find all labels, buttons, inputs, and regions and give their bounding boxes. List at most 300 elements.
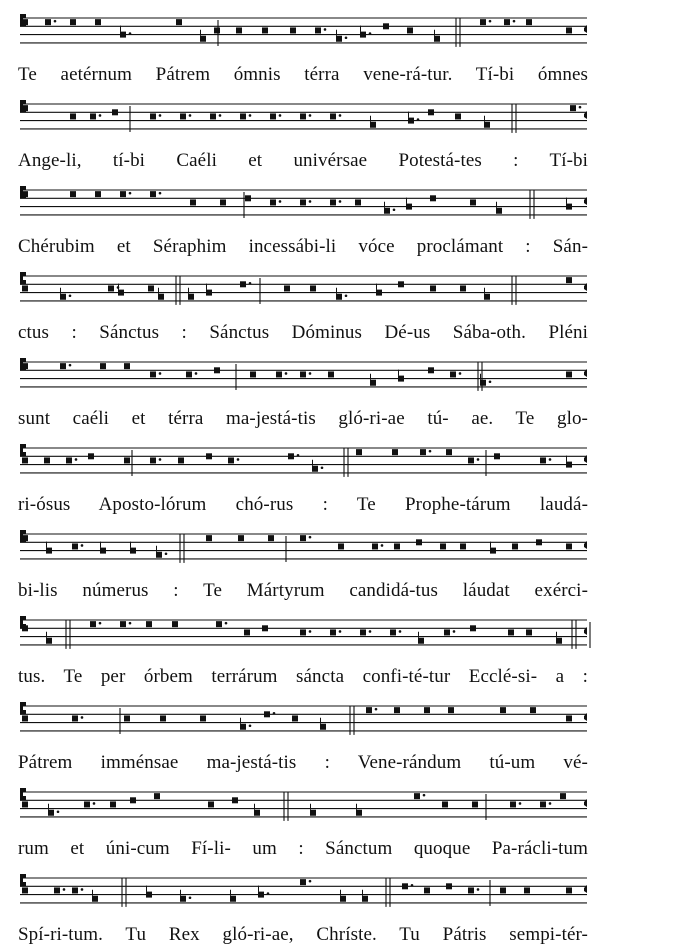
neume-note	[480, 19, 486, 25]
lyric-line: rum et úni-cum Fí-li- um : Sánctum quoque Pa-rácli-tum	[18, 838, 588, 859]
neume-note	[72, 543, 78, 549]
neume-note	[230, 896, 236, 902]
neume-note	[402, 883, 408, 889]
lyric-line: Spí-ri-tum. Tu Rex gló-ri-ae, Chríste. Tu Pátris sempi-tér-	[18, 924, 588, 945]
neume-note	[300, 535, 306, 541]
chant-system	[0, 522, 674, 608]
neume-note	[100, 363, 106, 369]
punctum-dot	[189, 114, 192, 117]
neume-note	[180, 896, 186, 902]
neume-note	[240, 113, 246, 119]
neume-note	[22, 457, 28, 463]
punctum-dot	[99, 622, 102, 625]
neume-note	[54, 887, 60, 893]
neume-note	[338, 543, 344, 549]
neume-note	[330, 113, 336, 119]
punctum-dot	[579, 106, 582, 109]
neume-note	[384, 208, 390, 214]
punctum-dot	[129, 622, 132, 625]
neume-note	[146, 892, 152, 898]
chant-staff	[0, 866, 674, 916]
neume-note	[376, 290, 382, 296]
punctum-dot	[393, 208, 396, 211]
neume-note	[228, 457, 234, 463]
neume-note	[366, 707, 372, 713]
chant-system	[0, 694, 674, 780]
neume-note	[300, 879, 306, 885]
neume-note	[360, 629, 366, 635]
lyric-line: ri-ósus Aposto-lórum chó-rus : Te Prophe-tárum laudá-	[18, 494, 588, 515]
neume-note	[470, 625, 476, 631]
neume-note	[130, 797, 136, 803]
lyric-line: bi-lis númerus : Te Mártyrum candidá-tus láudat exérci-	[18, 580, 588, 601]
chant-system	[0, 6, 674, 92]
punctum-dot	[81, 716, 84, 719]
neume-note	[424, 887, 430, 893]
neume-note	[154, 793, 160, 799]
punctum-dot	[189, 896, 192, 899]
punctum-dot	[339, 630, 342, 633]
neume-note	[536, 539, 542, 545]
neume-note	[407, 27, 413, 33]
neume-note	[232, 797, 238, 803]
neume-note	[408, 118, 414, 124]
punctum-dot	[159, 458, 162, 461]
neume-note	[480, 380, 486, 386]
neume-note	[472, 801, 478, 807]
neume-note	[556, 638, 562, 644]
neume-note	[108, 285, 114, 291]
neume-note	[220, 199, 226, 205]
neume-note	[484, 122, 490, 128]
clef-icon	[20, 272, 26, 284]
neume-note	[370, 122, 376, 128]
chant-system	[0, 350, 674, 436]
clef-icon	[20, 702, 26, 714]
punctum-dot	[381, 544, 384, 547]
punctum-dot	[195, 372, 198, 375]
punctum-dot	[321, 466, 324, 469]
neume-note	[566, 27, 572, 33]
neume-note	[434, 36, 440, 42]
neume-note	[60, 363, 66, 369]
neume-note	[444, 629, 450, 635]
lyric-line: Ange-li, tí-bi Caéli et univérsae Potestá-tes : Tí-bi	[18, 150, 588, 171]
neume-note	[206, 535, 212, 541]
punctum-dot	[324, 28, 327, 31]
punctum-dot	[249, 114, 252, 117]
neume-note	[424, 707, 430, 713]
neume-note	[238, 535, 244, 541]
punctum-dot	[309, 114, 312, 117]
neume-note	[406, 204, 412, 210]
neume-note	[330, 199, 336, 205]
neume-note	[124, 363, 130, 369]
punctum-dot	[369, 32, 372, 35]
neume-note	[290, 27, 296, 33]
punctum-dot	[165, 552, 168, 555]
neume-note	[500, 707, 506, 713]
punctum-dot	[219, 114, 222, 117]
neume-note	[180, 113, 186, 119]
neume-note	[418, 638, 424, 644]
punctum-dot	[69, 294, 72, 297]
neume-note	[500, 887, 506, 893]
neume-note	[398, 281, 404, 287]
neume-note	[100, 548, 106, 554]
punctum-dot	[129, 32, 132, 35]
neume-note	[370, 380, 376, 386]
neume-note	[176, 19, 182, 25]
neume-note	[566, 887, 572, 893]
punctum-dot	[423, 794, 426, 797]
clef-icon	[20, 788, 26, 800]
neume-note	[315, 27, 321, 33]
punctum-dot	[129, 192, 132, 195]
chant-system	[0, 608, 674, 694]
neume-note	[300, 629, 306, 635]
chant-staff	[0, 92, 674, 142]
neume-note	[310, 285, 316, 291]
neume-note	[383, 23, 389, 29]
neume-note	[468, 457, 474, 463]
neume-note	[372, 543, 378, 549]
punctum-dot	[159, 114, 162, 117]
punctum-dot	[159, 192, 162, 195]
neume-note	[124, 715, 130, 721]
neume-note	[362, 896, 368, 902]
neume-note	[524, 887, 530, 893]
neume-note	[178, 457, 184, 463]
punctum-dot	[411, 884, 414, 887]
neume-note	[414, 793, 420, 799]
punctum-dot	[513, 20, 516, 23]
neume-note	[158, 294, 164, 300]
neume-note	[46, 548, 52, 554]
neume-note	[416, 539, 422, 545]
neume-note	[90, 621, 96, 627]
punctum-dot	[279, 114, 282, 117]
neume-note	[440, 543, 446, 549]
neume-note	[355, 199, 361, 205]
neume-note	[320, 724, 326, 730]
neume-note	[312, 466, 318, 472]
neume-note	[146, 621, 152, 627]
neume-note	[566, 371, 572, 377]
neume-note	[566, 462, 572, 468]
neume-note	[22, 535, 28, 541]
chant-system	[0, 92, 674, 178]
neume-note	[428, 367, 434, 373]
neume-note	[240, 281, 246, 287]
neume-note	[430, 285, 436, 291]
punctum-dot	[279, 200, 282, 203]
neume-note	[84, 801, 90, 807]
lyric-line: Chérubim et Séraphim incessábi-li vóce proclámant : Sán-	[18, 236, 588, 257]
neume-note	[510, 801, 516, 807]
neume-note	[392, 449, 398, 455]
chant-staff	[0, 350, 674, 400]
neume-note	[292, 715, 298, 721]
neume-note	[330, 629, 336, 635]
lyric-line: Pátrem imménsae ma-jestá-tis : Vene-rándum tú-um vé-	[18, 752, 588, 773]
neume-note	[508, 629, 514, 635]
neume-note	[188, 294, 194, 300]
neume-note	[240, 724, 246, 730]
neume-note	[566, 543, 572, 549]
punctum-dot	[63, 888, 66, 891]
neume-note	[88, 453, 94, 459]
neume-note	[460, 285, 466, 291]
punctum-dot	[309, 200, 312, 203]
neume-note	[460, 543, 466, 549]
neume-note	[560, 793, 566, 799]
punctum-dot	[237, 458, 240, 461]
punctum-dot	[81, 888, 84, 891]
neume-note	[540, 801, 546, 807]
chant-staff	[0, 694, 674, 744]
punctum-dot	[309, 880, 312, 883]
punctum-dot	[99, 114, 102, 117]
neume-note	[390, 629, 396, 635]
neume-note	[394, 543, 400, 549]
neume-note	[340, 896, 346, 902]
neume-note	[66, 457, 72, 463]
neume-note	[70, 113, 76, 119]
neume-note	[22, 625, 28, 631]
neume-note	[442, 801, 448, 807]
chant-system	[0, 780, 674, 866]
punctum-dot	[309, 372, 312, 375]
chant-staff	[0, 780, 674, 830]
neume-note	[446, 449, 452, 455]
punctum-dot	[273, 712, 276, 715]
neume-note	[148, 285, 154, 291]
neume-note	[490, 548, 496, 554]
neume-note	[118, 290, 124, 296]
neume-note	[72, 715, 78, 721]
punctum-dot	[54, 20, 57, 23]
punctum-dot	[285, 372, 288, 375]
punctum-dot	[477, 888, 480, 891]
neume-note	[250, 371, 256, 377]
punctum-dot	[345, 294, 348, 297]
neume-note	[258, 892, 264, 898]
neume-note	[214, 367, 220, 373]
neume-note	[270, 113, 276, 119]
neume-note	[120, 191, 126, 197]
neume-note	[566, 715, 572, 721]
neume-note	[70, 19, 76, 25]
neume-note	[470, 199, 476, 205]
punctum-dot	[339, 114, 342, 117]
neume-note	[60, 294, 66, 300]
neume-note	[360, 32, 366, 38]
neume-note	[70, 191, 76, 197]
neume-note	[150, 457, 156, 463]
neume-note	[336, 294, 342, 300]
neume-note	[540, 457, 546, 463]
neume-note	[328, 371, 334, 377]
punctum-dot	[399, 630, 402, 633]
neume-note	[300, 199, 306, 205]
lyric-line: tus. Te per órbem terrárum sáncta confi-té-tur Ecclé-si- a :	[18, 666, 588, 687]
chant-system	[0, 178, 674, 264]
neume-note	[160, 715, 166, 721]
punctum-dot	[489, 20, 492, 23]
chant-system	[0, 264, 674, 350]
punctum-dot	[453, 630, 456, 633]
neume-note	[504, 19, 510, 25]
chant-staff	[0, 178, 674, 228]
neume-note	[210, 113, 216, 119]
neume-note	[214, 27, 220, 33]
neume-note	[236, 27, 242, 33]
punctum-dot	[249, 282, 252, 285]
punctum-dot	[429, 450, 432, 453]
punctum-dot	[339, 200, 342, 203]
lyric-line: Te aetérnum Pátrem ómnis térra vene-rá-tur. Tí-bi ómnes	[18, 64, 588, 85]
neume-note	[570, 105, 576, 111]
neume-note	[430, 195, 436, 201]
neume-note	[22, 715, 28, 721]
punctum-dot	[249, 724, 252, 727]
neume-note	[288, 453, 294, 459]
punctum-dot	[309, 536, 312, 539]
neume-note	[270, 199, 276, 205]
neume-note	[172, 621, 178, 627]
neume-note	[22, 363, 28, 369]
neume-note	[356, 810, 362, 816]
neume-note	[526, 19, 532, 25]
chant-staff	[0, 608, 674, 658]
neume-note	[356, 449, 362, 455]
neume-note	[448, 707, 454, 713]
chant-staff	[0, 522, 674, 572]
punctum-dot	[75, 458, 78, 461]
neume-note	[150, 371, 156, 377]
neume-note	[284, 285, 290, 291]
punctum-dot	[519, 802, 522, 805]
neume-note	[468, 887, 474, 893]
punctum-dot	[369, 630, 372, 633]
neume-note	[455, 113, 461, 119]
punctum-dot	[459, 372, 462, 375]
neume-note	[190, 199, 196, 205]
neume-note	[496, 208, 502, 214]
neume-note	[262, 27, 268, 33]
neume-note	[484, 294, 490, 300]
neume-note	[264, 711, 270, 717]
neume-note	[22, 105, 28, 111]
punctum-dot	[225, 622, 228, 625]
neume-note	[512, 543, 518, 549]
punctum-dot	[297, 454, 300, 457]
punctum-dot	[489, 380, 492, 383]
neume-note	[48, 810, 54, 816]
neume-note	[200, 36, 206, 42]
neume-note	[428, 109, 434, 115]
punctum-dot	[159, 372, 162, 375]
neume-note	[72, 887, 78, 893]
neume-note	[44, 457, 50, 463]
neume-note	[22, 19, 28, 25]
neume-note	[22, 191, 28, 197]
neume-note	[526, 629, 532, 635]
punctum-dot	[549, 458, 552, 461]
chant-staff	[0, 264, 674, 314]
neume-note	[150, 191, 156, 197]
neume-note	[156, 552, 162, 558]
neume-note	[120, 32, 126, 38]
neume-note	[336, 36, 342, 42]
neume-note	[450, 371, 456, 377]
punctum-dot	[549, 802, 552, 805]
neume-note	[90, 113, 96, 119]
punctum-dot	[345, 36, 348, 39]
neume-note	[45, 19, 51, 25]
neume-note	[494, 453, 500, 459]
neume-note	[300, 113, 306, 119]
neume-note	[150, 113, 156, 119]
punctum-dot	[69, 364, 72, 367]
chant-system	[0, 436, 674, 522]
punctum-dot	[477, 458, 480, 461]
clef-icon	[20, 874, 26, 886]
punctum-dot	[81, 544, 84, 547]
neume-note	[420, 449, 426, 455]
neume-note	[130, 548, 136, 554]
punctum-dot	[309, 630, 312, 633]
clef-icon	[20, 444, 26, 456]
neume-note	[254, 810, 260, 816]
neume-note	[268, 535, 274, 541]
neume-note	[206, 290, 212, 296]
neume-note	[92, 896, 98, 902]
neume-note	[310, 810, 316, 816]
neume-note	[112, 109, 118, 115]
punctum-dot	[267, 892, 270, 895]
chant-staff	[0, 6, 674, 56]
chant-staff	[0, 436, 674, 486]
neume-note	[95, 19, 101, 25]
neume-note	[530, 707, 536, 713]
lyric-line: ctus : Sánctus : Sánctus Dóminus Dé-us Sába-oth. Pléni	[18, 322, 588, 343]
neume-note	[446, 883, 452, 889]
neume-note	[566, 277, 572, 283]
neume-note	[300, 371, 306, 377]
neume-note	[244, 629, 250, 635]
punctum-dot	[375, 708, 378, 711]
neume-note	[95, 191, 101, 197]
neume-note	[245, 195, 251, 201]
lyric-line: sunt caéli et térra ma-jestá-tis gló-ri-ae tú- ae. Te glo-	[18, 408, 588, 429]
neume-note	[110, 801, 116, 807]
neume-note	[394, 707, 400, 713]
neume-note	[566, 204, 572, 210]
neume-note	[276, 371, 282, 377]
neume-note	[216, 621, 222, 627]
neume-note	[22, 285, 28, 291]
neume-note	[398, 376, 404, 382]
punctum-dot	[417, 118, 420, 121]
neume-note	[46, 638, 52, 644]
neume-note	[124, 457, 130, 463]
neume-note	[206, 453, 212, 459]
neume-note	[22, 801, 28, 807]
neume-note	[22, 887, 28, 893]
neume-note	[186, 371, 192, 377]
